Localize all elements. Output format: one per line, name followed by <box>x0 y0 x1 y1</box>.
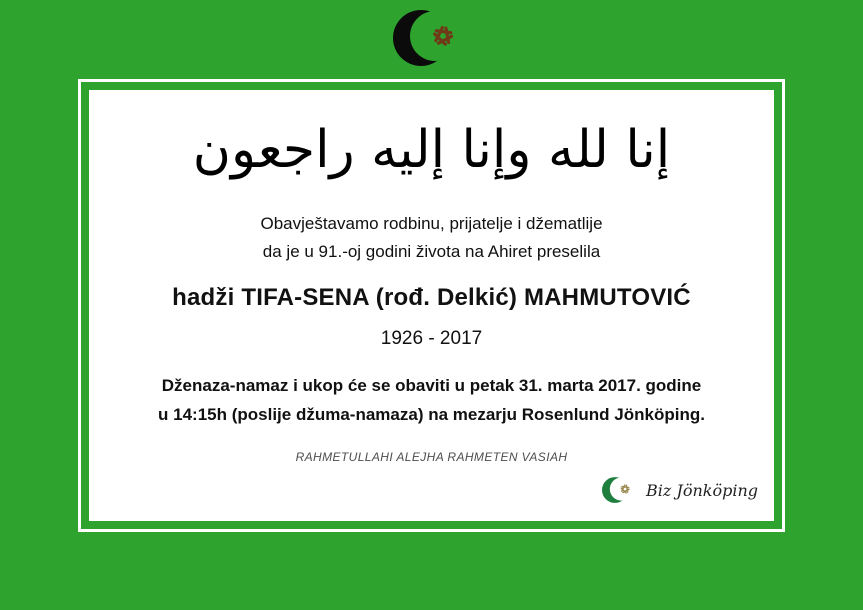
announcement-card <box>89 90 774 521</box>
prayer-line: RAHMETULLAHI ALEJHA RAHMETEN VASIAH <box>295 450 568 464</box>
life-years: 1926 - 2017 <box>380 328 483 349</box>
arabic-calligraphy: إنا لله وإنا إليه راجعون <box>192 120 671 180</box>
crescent-star-icon <box>393 8 471 68</box>
crescent-star-icon <box>393 8 471 68</box>
card-frame <box>78 79 785 532</box>
funeral-info-line-2: u 14:15h (poslije džuma-namaza) na mezarju Rosenlund Jönköping. <box>158 405 705 424</box>
footer-brand-text: Biz Jönköping <box>646 480 758 500</box>
footer-brand <box>602 476 758 504</box>
intro-line-2: da je u 91.-oj godini života na Ahiret preselila <box>262 242 601 261</box>
deceased-name: hadži TIFA-SENA (rođ. Delkić) MAHMUTOVIĆ <box>172 284 691 311</box>
crescent-star-icon <box>602 476 638 504</box>
intro-line-1: Obavještavamo rodbinu, prijatelje i džematlije <box>260 214 603 233</box>
funeral-info-line-1: Dženaza-namaz i ukop će se obaviti u petak 31. marta 2017. godine <box>161 376 702 395</box>
